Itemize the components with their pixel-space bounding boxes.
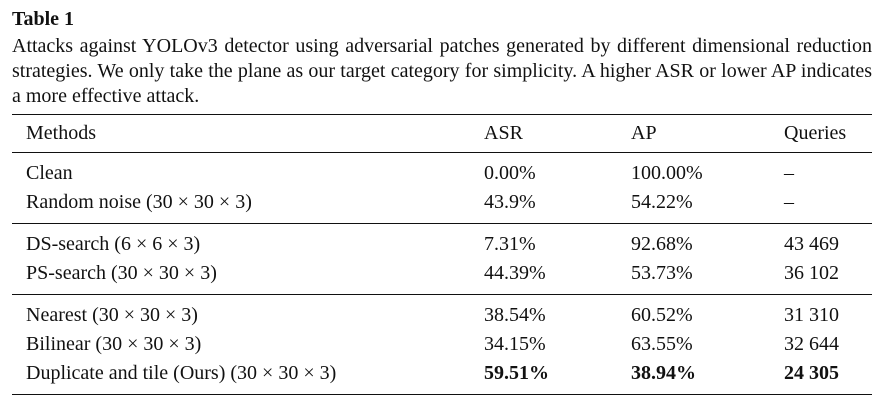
cell-method: Bilinear (30 × 30 × 3) bbox=[26, 333, 202, 355]
cell-ap-best: 38.94% bbox=[631, 362, 696, 384]
table-group-upsampling bbox=[12, 295, 872, 395]
table-row bbox=[12, 153, 872, 189]
table-row bbox=[12, 330, 872, 359]
table-row-best bbox=[12, 359, 872, 395]
cell-asr: 34.15% bbox=[484, 333, 546, 355]
cell-queries: 36 102 bbox=[784, 262, 839, 284]
cell-method: Duplicate and tile (Ours) (30 × 30 × 3) bbox=[26, 362, 337, 384]
results-table bbox=[12, 114, 872, 395]
cell-method: Clean bbox=[26, 162, 73, 184]
cell-method: Random noise (30 × 30 × 3) bbox=[26, 191, 252, 213]
table-group-baselines bbox=[12, 153, 872, 224]
table-row bbox=[12, 295, 872, 331]
table-row bbox=[12, 259, 872, 295]
table-group-search bbox=[12, 224, 872, 295]
header-ap: AP bbox=[631, 122, 657, 144]
table-label: Table 1 bbox=[12, 8, 75, 30]
cell-ap: 53.73% bbox=[631, 262, 693, 284]
cell-asr: 7.31% bbox=[484, 233, 536, 255]
table-caption: Attacks against YOLOv3 detector using adversarial patches generated by different dimensional reduction strategies. We only take the plane as our target category for simplicity. A higher ASR or lower AP indicates a more effective attack. bbox=[12, 35, 872, 107]
cell-queries: – bbox=[784, 191, 794, 213]
cell-ap: 63.55% bbox=[631, 333, 693, 355]
cell-asr: 44.39% bbox=[484, 262, 546, 284]
cell-asr: 43.9% bbox=[484, 191, 536, 213]
cell-queries: 43 469 bbox=[784, 233, 839, 255]
cell-ap: 54.22% bbox=[631, 191, 693, 213]
cell-queries-best: 24 305 bbox=[784, 362, 839, 384]
table-header bbox=[12, 115, 872, 153]
header-asr: ASR bbox=[484, 122, 523, 144]
header-row bbox=[12, 115, 872, 153]
header-methods: Methods bbox=[26, 122, 96, 144]
cell-asr: 38.54% bbox=[484, 304, 546, 326]
cell-queries: 32 644 bbox=[784, 333, 839, 355]
table-row bbox=[12, 224, 872, 260]
cell-method: Nearest (30 × 30 × 3) bbox=[26, 304, 198, 326]
table-row bbox=[12, 188, 872, 224]
header-queries: Queries bbox=[784, 122, 847, 144]
cell-queries: – bbox=[784, 162, 794, 184]
cell-asr: 0.00% bbox=[484, 162, 536, 184]
cell-ap: 92.68% bbox=[631, 233, 693, 255]
cell-asr-best: 59.51% bbox=[484, 362, 549, 384]
cell-ap: 60.52% bbox=[631, 304, 693, 326]
cell-method: DS-search (6 × 6 × 3) bbox=[26, 233, 201, 255]
cell-queries: 31 310 bbox=[784, 304, 839, 326]
cell-method: PS-search (30 × 30 × 3) bbox=[26, 262, 217, 284]
cell-ap: 100.00% bbox=[631, 162, 703, 184]
